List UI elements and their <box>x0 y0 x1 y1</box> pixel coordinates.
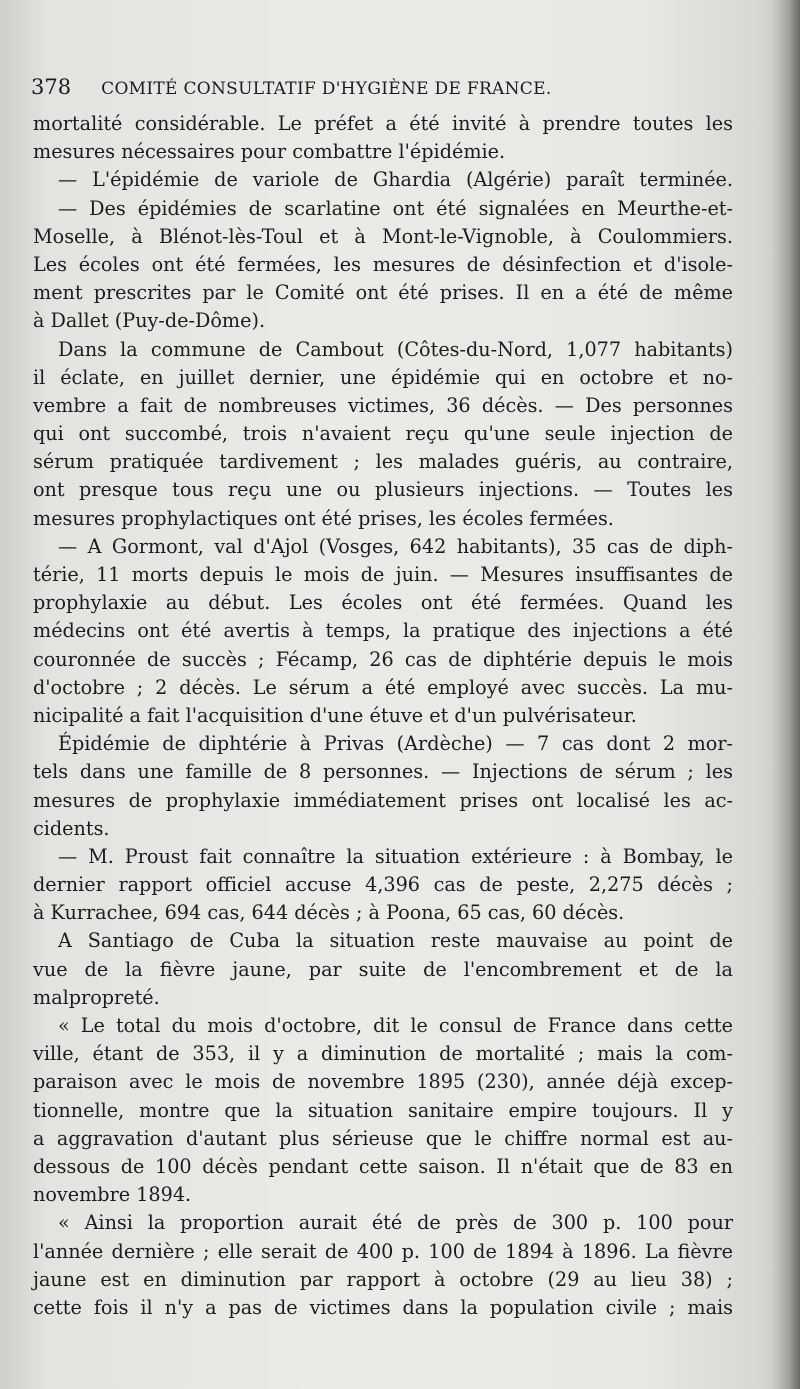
text-line: « Le total du mois d'octobre, dit le consul de France dans cette <box>58 1014 733 1037</box>
text-line: mortalité considérable. Le préfet a été invité à prendre toutes les <box>33 112 733 135</box>
text-line: vue de la fièvre jaune, par suite de l'encombrement et de la <box>33 957 733 981</box>
text-line: il éclate, en juillet dernier, une épidémie qui en octobre et no- <box>33 365 733 389</box>
text-line: médecins ont été avertis à temps, la pratique des injections a été <box>33 619 733 643</box>
text-line: « Ainsi la proportion aurait été de près de 300 p. 100 pour <box>58 1211 733 1235</box>
text-line: a aggravation d'autant plus sérieuse que le chiffre normal est au- <box>33 1126 733 1150</box>
text-line: Épidémie de diphtérie à Privas (Ardèche) — 7 cas dont 2 mor- <box>58 732 733 756</box>
text-line: dernier rapport officiel accuse 4,396 cas de peste, 2,275 décès ; <box>33 873 733 897</box>
text-line: ville, étant de 353, il y a diminution de mortalité ; mais la com- <box>33 1042 733 1066</box>
text-line: A Santiago de Cuba la situation reste mauvaise au point de <box>58 929 733 953</box>
running-title: COMITÉ CONSULTATIF D'HYGIÈNE DE FRANCE. <box>101 79 552 99</box>
text-line: tionnelle, montre que la situation sanitaire empire toujours. Il y <box>33 1098 733 1122</box>
text-line: ment prescrites par le Comité ont été prises. Il en a été de même <box>33 281 733 305</box>
text-line: mesures nécessaires pour combattre l'épidémie. <box>33 140 506 164</box>
text-line: mesures de prophylaxie immédiatement prises ont localisé les ac- <box>33 788 733 812</box>
text-line: paraison avec le mois de novembre 1895 (230), année déjà excep- <box>33 1070 733 1094</box>
text-line: Les écoles ont été fermées, les mesures de désinfection et d'isole- <box>33 252 733 276</box>
text-line: vembre a fait de nombreuses victimes, 36 décès. — Des personnes <box>33 393 733 417</box>
text-line: novembre 1894. <box>33 1183 192 1207</box>
text-line: térie, 11 morts depuis le mois de juin. — Mesures insuffisantes de <box>33 563 733 586</box>
text-line: — A Gormont, val d'Ajol (Vosges, 642 habitants), 35 cas de diph- <box>58 534 733 558</box>
text-line: cette fois il n'y a pas de victimes dans la population civile ; mais <box>33 1295 733 1319</box>
text-line: Dans la commune de Cambout (Côtes-du-Nord, 1,077 habitants) <box>58 337 733 361</box>
text-line: prophylaxie au début. Les écoles ont été fermées. Quand les <box>33 591 733 615</box>
body-text <box>33 110 733 1322</box>
text-line: malpropreté. <box>33 985 160 1009</box>
text-line: — Des épidémies de scarlatine ont été signalées en Meurthe-et- <box>58 196 733 220</box>
text-line: qui ont succombé, trois n'avaient reçu qu'une seule injection de <box>33 422 733 446</box>
text-line: Moselle, à Blénot-lès-Toul et à Mont-le-Vignoble, à Coulommiers. <box>33 224 733 248</box>
text-line: nicipalité a fait l'acquisition d'une étuve et d'un pulvérisateur. <box>33 703 637 727</box>
text-line: sérum pratiquée tardivement ; les malades guéris, au contraire, <box>33 450 733 474</box>
text-line: dessous de 100 décès pendant cette saison. Il n'était que de 83 en <box>33 1154 733 1178</box>
binding-shadow <box>772 0 800 1389</box>
text-line: à Dallet (Puy-de-Dôme). <box>33 309 266 333</box>
text-line: ont presque tous reçu une ou plusieurs injections. — Toutes les <box>33 478 733 502</box>
text-line: — L'épidémie de variole de Ghardia (Algérie) paraît terminée. <box>58 168 733 192</box>
text-line: tels dans une famille de 8 personnes. — Injections de sérum ; les <box>33 760 733 784</box>
text-line: mesures prophylactiques ont été prises, les écoles fermées. <box>33 506 614 530</box>
text-line: couronnée de succès ; Fécamp, 26 cas de diphtérie depuis le mois <box>33 647 733 671</box>
text-line: d'octobre ; 2 décès. Le sérum a été employé avec succès. La mu- <box>33 675 733 699</box>
page-number: 378 <box>31 75 72 99</box>
text-line: à Kurrachee, 694 cas, 644 décès ; à Poona, 65 cas, 60 décès. <box>33 901 625 925</box>
text-line: cidents. <box>33 816 110 840</box>
text-line: jaune est en diminution par rapport à octobre (29 au lieu 38) ; <box>33 1267 733 1291</box>
text-line: l'année dernière ; elle serait de 400 p. 100 de 1894 à 1896. La fièvre <box>33 1239 733 1263</box>
text-line: — M. Proust fait connaître la situation extérieure : à Bombay, le <box>58 844 733 868</box>
running-head <box>31 70 731 104</box>
